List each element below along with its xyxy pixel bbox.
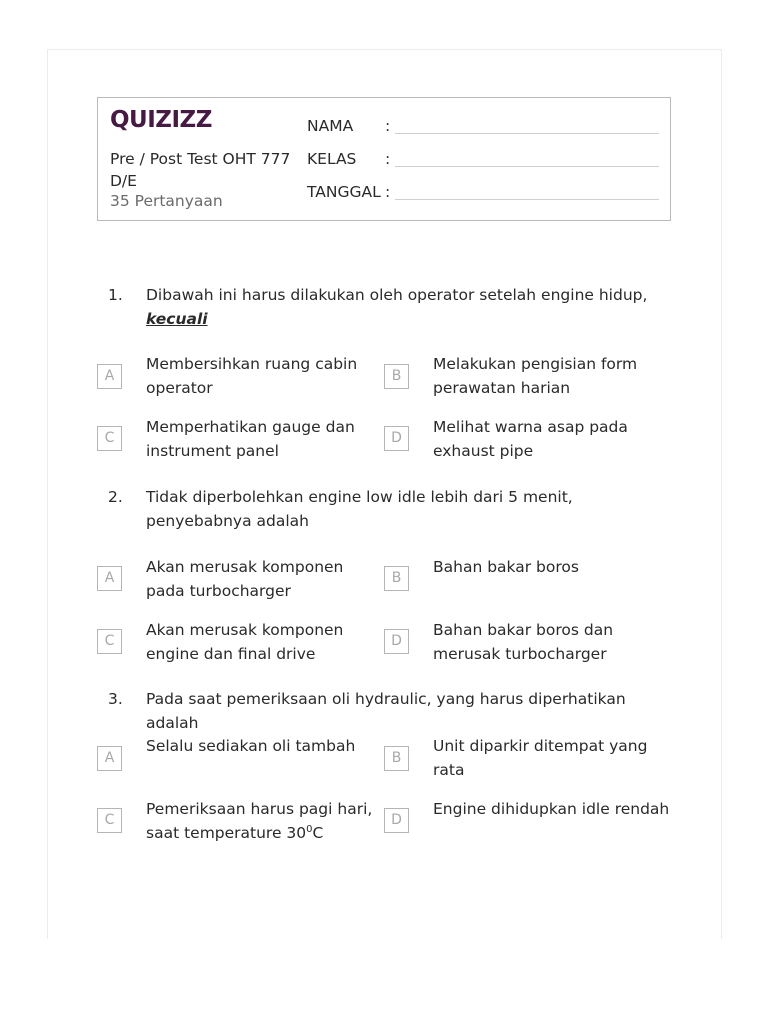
option-letter-box: B [384,566,409,591]
option-text: Membersihkan ruang cabin operator [146,355,358,397]
date-line [395,199,659,200]
option-letter-box: D [384,426,409,451]
quiz-title: Pre / Post Test OHT 777 D/E [110,150,291,190]
option-letter-box: A [97,746,122,771]
option-text: Engine dihidupkan idle rendah [433,800,670,818]
option-letter-box: A [97,364,122,389]
date-colon: : [385,183,391,201]
quizizz-logo: QUIZIZZ [110,107,212,133]
date-label: TANGGAL [307,183,381,201]
option-letter-box: C [97,426,122,451]
option-text: Akan merusak komponen pada turbocharger [146,558,344,600]
option-letter-box: D [384,808,409,833]
class-label: KELAS [307,150,357,168]
option-letter-box: C [97,808,122,833]
question-text: Tidak diperbolehkan engine low idle lebih dari 5 menit, penyebabnya adalah [146,488,573,530]
question-count: 35 Pertanyaan [110,192,223,210]
option-text: Memperhatikan gauge dan instrument panel [146,418,355,460]
option-letter-box: A [97,566,122,591]
option-letter-box: D [384,629,409,654]
worksheet-header [97,97,671,221]
option-text: Unit diparkir ditempat yang rata [433,737,648,779]
class-colon: : [385,150,391,168]
question-number: 3. [108,690,123,708]
option-text: Pemeriksaan harus pagi hari, saat temperature $30^0C$ [146,800,373,842]
class-field [307,148,659,170]
option-text: Bahan bakar boros dan merusak turbocharger [433,621,614,663]
option-letter-box: B [384,364,409,389]
question-number: 2. [108,488,123,506]
name-field [307,115,659,137]
question-number: 1. [108,286,123,304]
option-text: Selalu sediakan oli tambah [146,737,356,755]
question-text: Dibawah ini harus dilakukan oleh operator setelah engine hidup, kecuali [146,286,648,328]
question-text: Pada saat pemeriksaan oli hydraulic, yang harus diperhatikan adalah [146,690,626,732]
option-text: Melihat warna asap pada exhaust pipe [433,418,628,460]
name-line [395,133,659,134]
option-letter-box: C [97,629,122,654]
option-text: Akan merusak komponen engine dan final drive [146,621,344,663]
name-label: NAMA [307,117,354,135]
superscript-degree: 0 [306,823,313,835]
option-letter-box: B [384,746,409,771]
name-colon: : [385,117,391,135]
question-emphasis: kecuali [146,309,208,328]
date-field [307,181,659,203]
class-line [395,166,659,167]
option-text: Melakukan pengisian form perawatan harian [433,355,638,397]
option-text: Bahan bakar boros [433,558,579,576]
